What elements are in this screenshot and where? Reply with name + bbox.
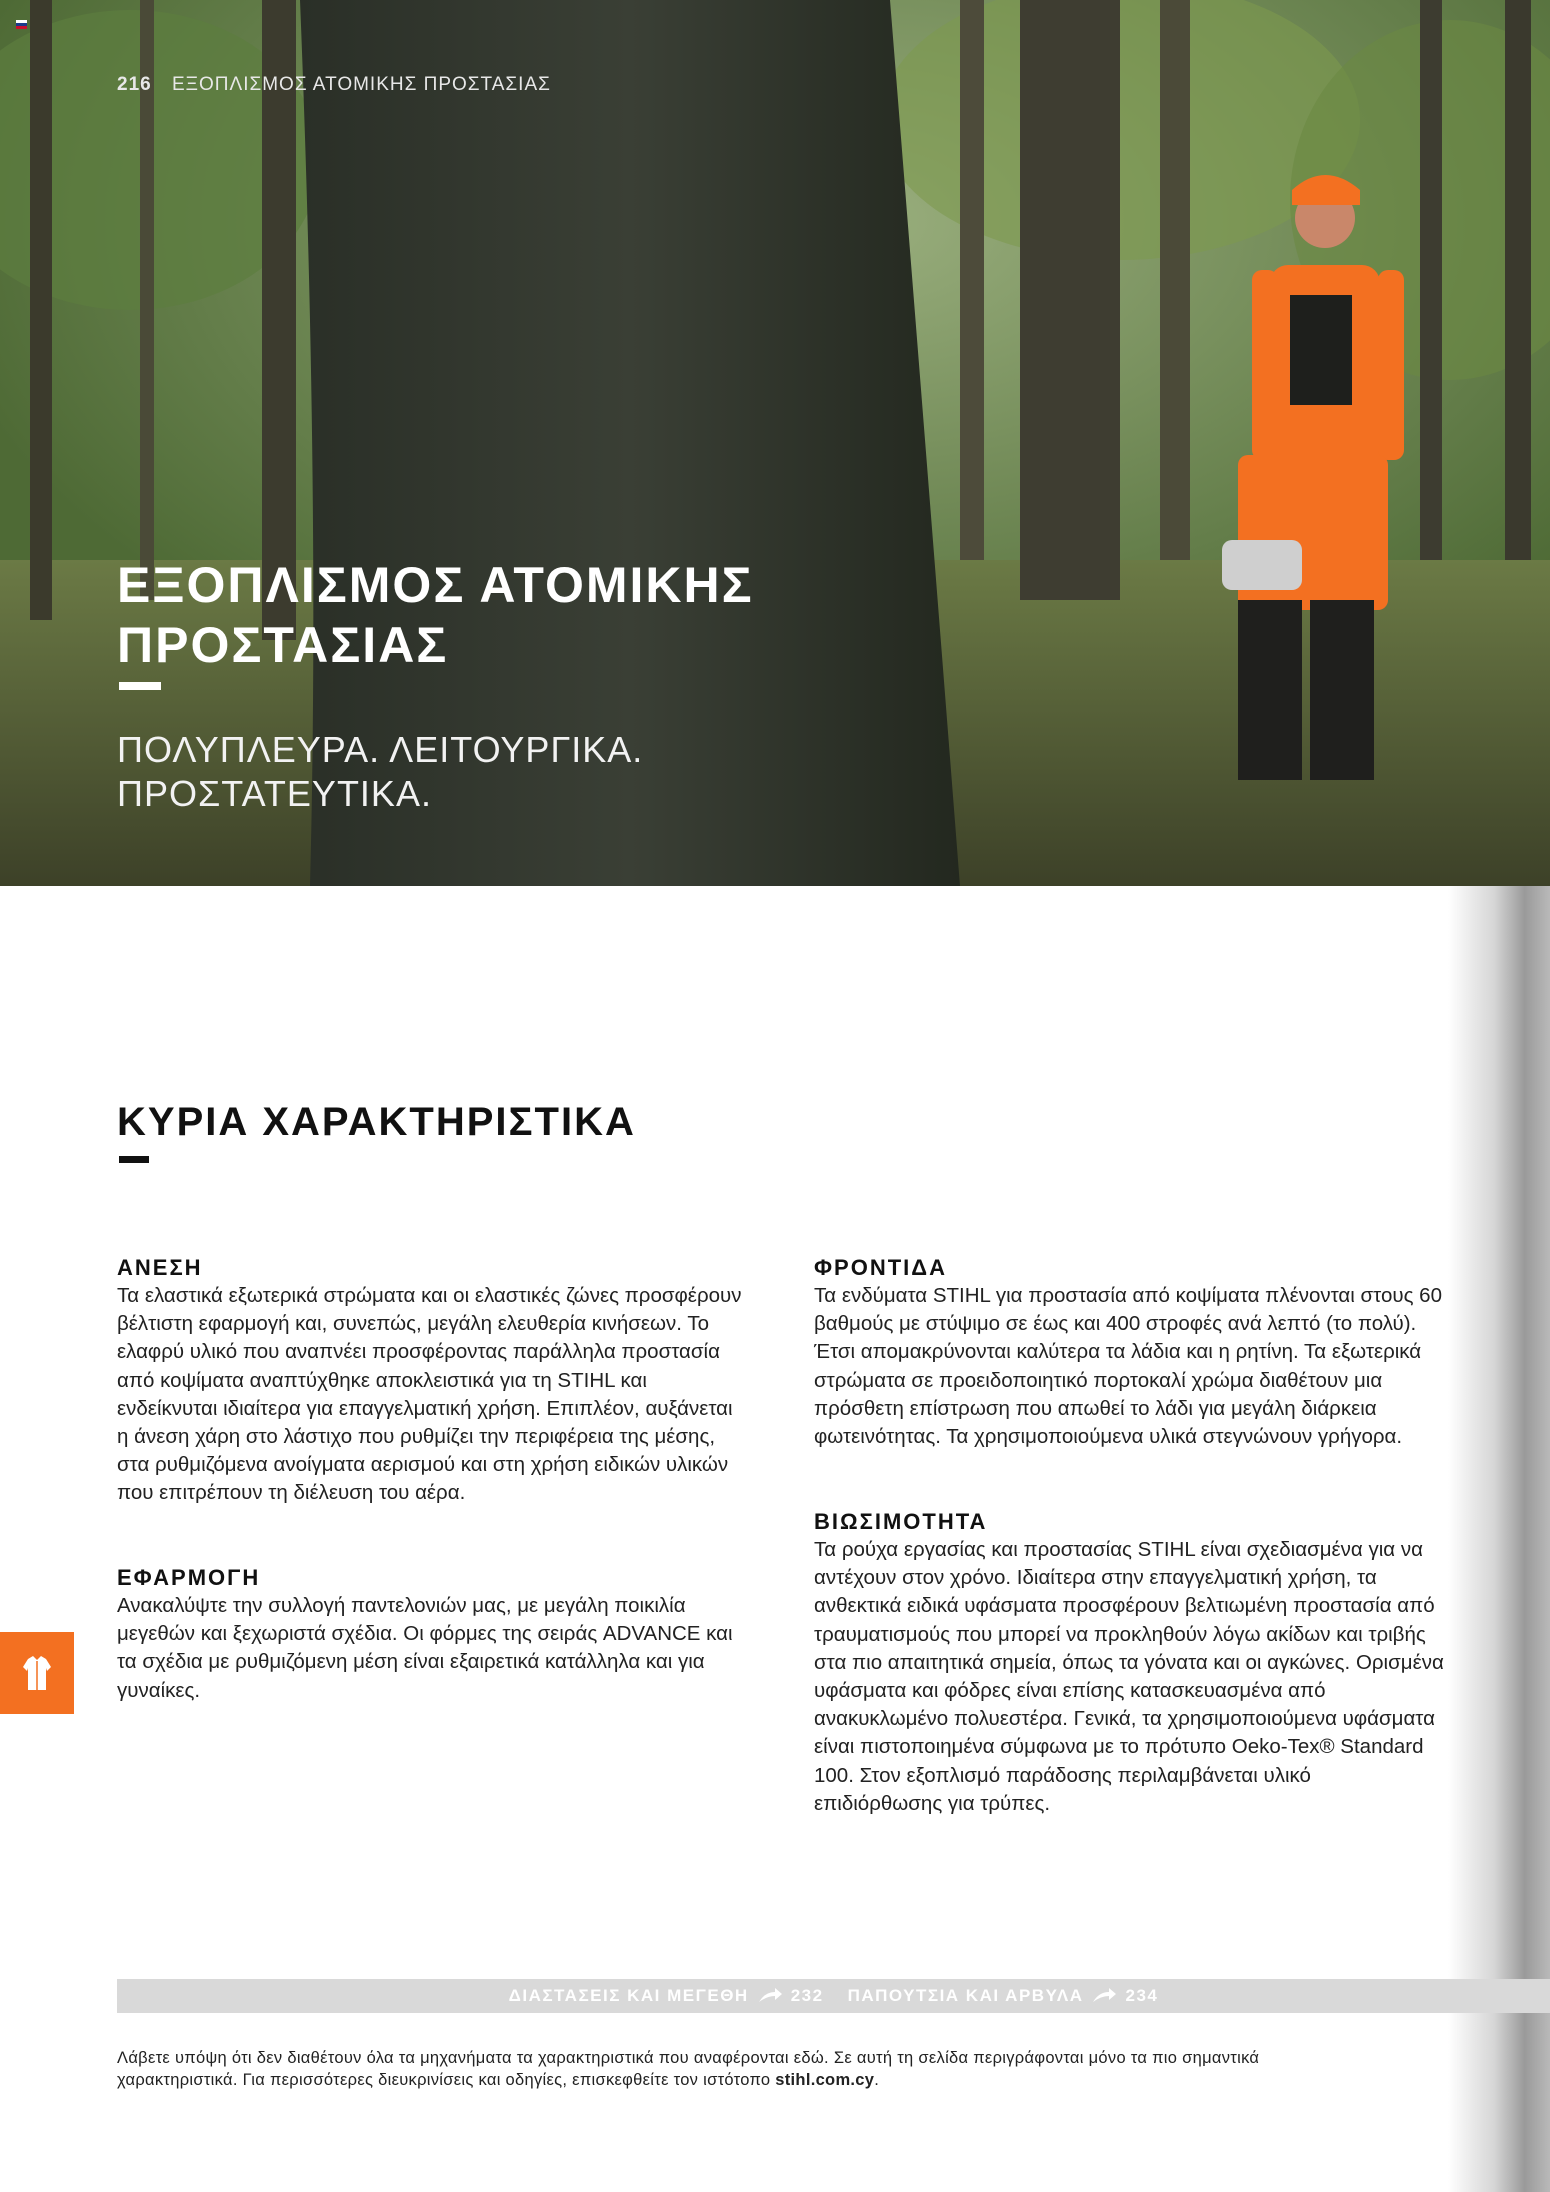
reference-link[interactable]: [509, 1986, 824, 2006]
feature-comfort: [117, 1254, 747, 1508]
reference-label: ΠΑΠΟΥΤΣΙΑ ΚΑΙ ΑΡΒΥΛΑ: [847, 1986, 1084, 2005]
feature-text: Τα ενδύματα STIHL για προστασία από κοψίματα πλένονται στους 60 βαθμούς με στύψιμο σε έως και 400 στροφές ανά λεπτό (το πολύ). Έτσι απομακρύνονται καλύτερα τα λάδια και η ρητίνη. Τα εξωτερικά στρώματα σε προειδοποιητικό πορτοκαλί χρώμα διαθέτουν μια πρόσθετη επίστρωση που απωθεί το λάδι για μεγάλη διάρκεια φωτεινότητας. Τα χρησιμοποιούμενα υλικά στεγνώνουν γρήγορα.: [814, 1284, 1442, 1449]
section-underline: [119, 1156, 149, 1163]
feature-care: [814, 1254, 1444, 1451]
hero-photo: [0, 0, 1550, 886]
reference-page: 232: [790, 1986, 824, 2005]
hero-title-line2: ΠΡΟΣΤΑΣΙΑΣ: [117, 617, 449, 673]
reference-page: 234: [1125, 1986, 1159, 2005]
arrow-icon: [757, 1988, 783, 2004]
title-underline: [119, 682, 161, 690]
arrow-icon: [1091, 1988, 1117, 2004]
website-link[interactable]: stihl.com.cy: [775, 2071, 875, 2089]
feature-text: Ανακαλύψτε την συλλογή παντελονιών μας, με μεγάλη ποικιλία μεγεθών και ξεχωριστά σχέδια. Οι φόρμες της σειράς ADVANCE και τα σχέδια με ρυθμιζόμενη μέση είναι εξαιρετικά κατάλληλα και για γυναίκες.: [117, 1594, 733, 1702]
hero-subtitle-line2: ΠΡΟΣΤΑΤΕΥΤΙΚΑ.: [117, 773, 432, 814]
feature-heading: ΑΝΕΣΗ: [117, 1255, 203, 1280]
disclaimer-period: .: [874, 2071, 880, 2089]
reference-label: ΔΙΑΣΤΑΣΕΙΣ ΚΑΙ ΜΕΓΕΘΗ: [508, 1986, 749, 2005]
feature-text: Τα ρούχα εργασίας και προστασίας STIHL είναι σχεδιασμένα για να αντέχουν στον χρόνο. Ιδιαίτερα στην επαγγελματική χρήση, τα ανθεκτικά ειδικά υφάσματα προσφέρουν βελτιωμένη προστασία από τραυματισμούς που μπορεί να προκληθούν λόγω ακίδων και τριβής στα πιο απαιτητικά σημεία, όπως τα γόνατα και οι αγκώνες. Ορισμένα υφάσματα και φόδρες είναι επίσης κατασκευασμένα από ανακυκλωμένο πολυεστέρα. Γενικά, τα χρησιμοποιούμενα υφάσματα είναι πιστοποιημένα σύμφωνα με το πρότυπο Oeko-Tex® Standard 100. Στον εξοπλισμό παράδοσης περιλαμβάνεται υλικό επιδιόρθωσης για τρύπες.: [814, 1538, 1444, 1815]
category-tab[interactable]: [0, 1632, 74, 1714]
disclaimer-text: Λάβετε υπόψη ότι δεν διαθέτουν όλα τα μηχανήματα τα χαρακτηριστικά που αναφέρονται εδώ. Σε αυτή τη σελίδα περιγράφονται μόνο τα πιο σημαντικά χαρακτηριστικά. Για περισσότερες διευκρινίσεις και οδηγίες, επισκεφθείτε τον ιστότοπο: [117, 2049, 1260, 2089]
hero-title: [117, 555, 837, 675]
reference-link[interactable]: [848, 1986, 1159, 2006]
section-name: ΕΞΟΠΛΙΣΜΟΣ ΑΤΟΜΙΚΗΣ ΠΡΟΣΤΑΣΙΑΣ: [171, 74, 551, 95]
jacket-icon: [0, 1632, 74, 1714]
page-header: [117, 74, 551, 96]
flag-icon: [16, 16, 27, 25]
feature-durability: [814, 1508, 1444, 1818]
feature-heading: ΒΙΩΣΙΜΟΤΗΤΑ: [814, 1509, 988, 1534]
hero-subtitle-line1: ΠΟΛΥΠΛΕΥΡΑ. ΛΕΙΤΟΥΡΓΙΚΑ.: [117, 729, 644, 770]
section-title: ΚΥΡΙΑ ΧΑΡΑΚΤΗΡΙΣΤΙΚΑ: [117, 1100, 636, 1144]
feature-heading: ΦΡΟΝΤΙΔΑ: [814, 1255, 947, 1280]
page-number: 216: [117, 74, 152, 95]
hero-subtitle: [117, 728, 837, 816]
cross-reference-bar: [117, 1979, 1550, 2013]
footer-disclaimer: [117, 2047, 1367, 2091]
feature-fit: [117, 1564, 747, 1705]
feature-text: Τα ελαστικά εξωτερικά στρώματα και οι ελαστικές ζώνες προσφέρουν βέλτιστη εφαρμογή και, συνεπώς, μεγάλη ελευθερία κινήσεων. Το ελαφρύ υλικό που αναπνέει προσφέροντας παράλληλα προστασία από κοψίματα αναπτύχθηκε αποκλειστικά για τη STIHL και ενδείκνυται ιδιαίτερα για επαγγελματική χρήση. Επιπλέον, αυξάνεται η άνεση χάρη στο λάστιχο που ρυθμίζει την περιφέρεια της μέσης, στα ρυθμιζόμενα ανοίγματα αερισμού και στη χρήση ειδικών υλικών που επιτρέπουν τη διέλευση του αέρα.: [117, 1284, 742, 1505]
feature-heading: ΕΦΑΡΜΟΓΗ: [117, 1565, 261, 1590]
hero-title-line1: ΕΞΟΠΛΙΣΜΟΣ ΑΤΟΜΙΚΗΣ: [117, 557, 754, 613]
